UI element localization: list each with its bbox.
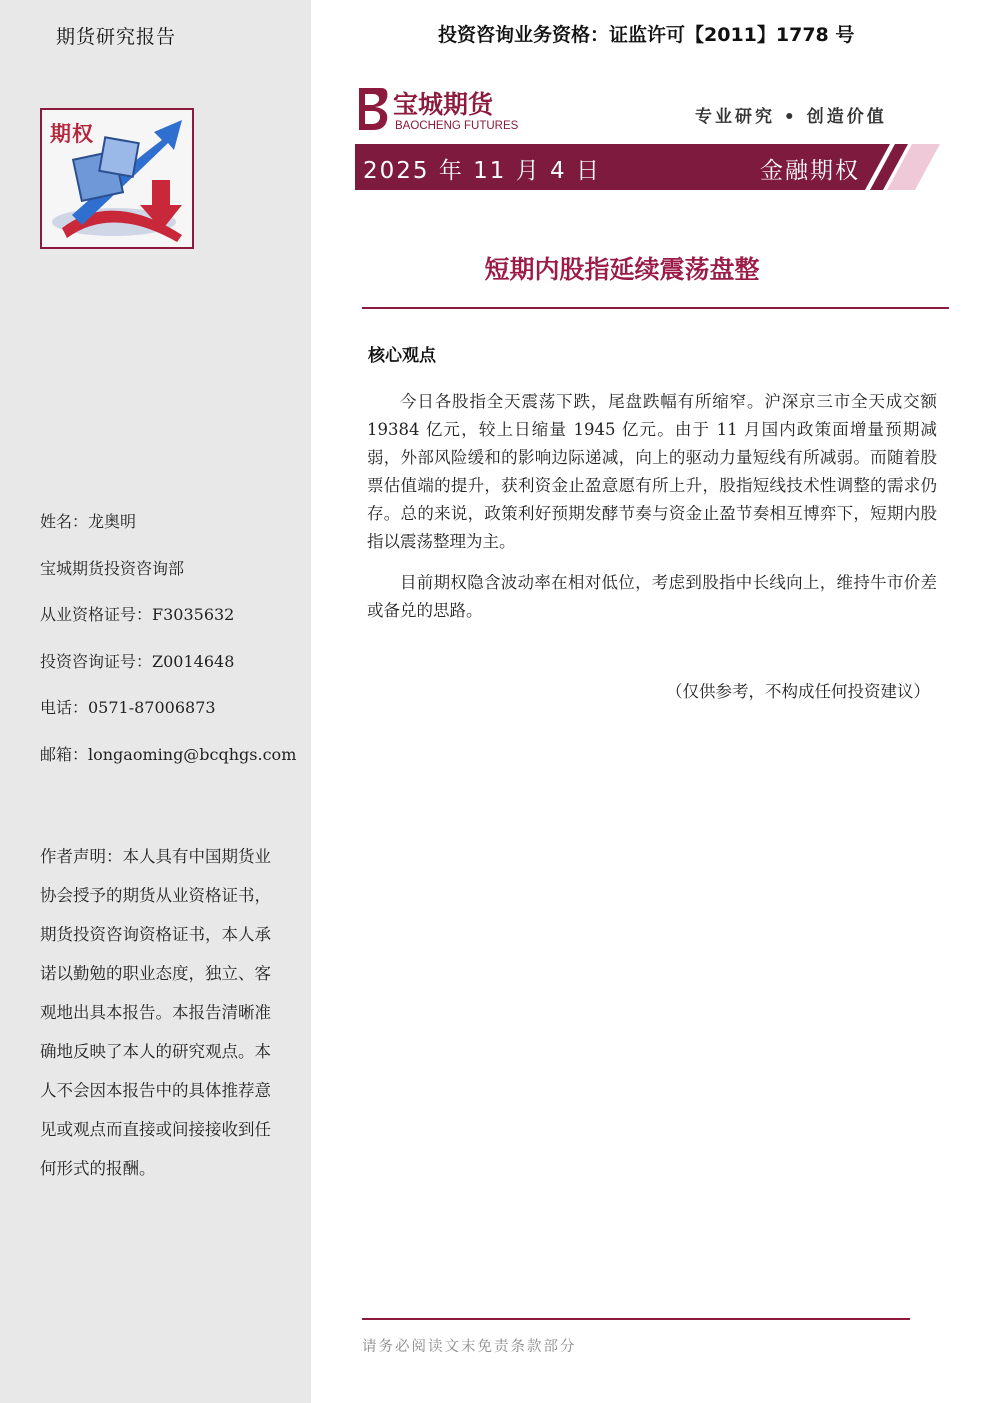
logo-mark-icon (355, 84, 525, 134)
report-body (367, 388, 937, 625)
section-heading: 核心观点 (368, 346, 436, 366)
body-paragraph-2: 目前期权隐含波动率在相对低位，考虑到股指中长线向上，维持牛市价差或备兑的思路。 (367, 573, 937, 620)
license-text: 投资咨询业务资格：证监许可【2011】1778 号 (438, 24, 855, 46)
title-divider (362, 307, 949, 309)
body-paragraph-1: 今日各股指全天震荡下跌，尾盘跌幅有所缩窄。沪深京三市全天成交额 19384 亿元，较上日缩量 1945 亿元。由于 11 月国内政策面增量预期减弱，外部风险缓和的影响边际递减，向上的驱动力量短线有所减弱。而随着股票估值端的提升，获利资金止盈意愿有所上升，股指短线技术性调整的需求仍存。总的来说，政策利好预期发酵节奏与资金止盈节奏相互博弈下，短期内股指以震荡整理为主。 (367, 392, 937, 551)
slogan: 专业研究 • 创造价值 (695, 107, 887, 127)
consult-certificate: 投资咨询证号：Z0014648 (40, 651, 235, 671)
author-name: 姓名：龙奥明 (40, 512, 137, 531)
report-category: 金融期权 (760, 158, 860, 184)
sidebar (0, 0, 311, 1403)
qualification-number: 从业资格证号：F3035632 (40, 605, 235, 625)
company-logo (355, 84, 525, 134)
author-phone: 电话：0571-87006873 (40, 698, 216, 718)
report-title: 短期内股指延续震荡盘整 (484, 255, 760, 284)
cover-title: 期权 (50, 122, 94, 146)
author-department: 宝城期货投资咨询部 (40, 558, 185, 578)
cover-image (40, 108, 194, 249)
disclaimer: （仅供参考，不构成任何投资建议） (666, 682, 930, 701)
author-contact (40, 508, 296, 788)
author-email: 邮箱：longaoming@bcqhgs.com (40, 744, 297, 764)
logo-english: BAOCHENG FUTURES (395, 120, 519, 132)
date-banner (355, 144, 940, 190)
report-type-label: 期货研究报告 (56, 26, 177, 48)
report-date: 2025 年 11 月 4 日 (363, 158, 601, 184)
logo-chinese: 宝城期货 (393, 90, 494, 119)
footer-note: 请务必阅读文末免责条款部分 (362, 1339, 577, 1355)
author-statement: 作者声明：本人具有中国期货业协会授予的期货从业资格证书，期货投资咨询资格证书，本人承诺以勤勉的职业态度，独立、客观地出具本报告。本报告清晰准确地反映了本人的研究观点。本人不会因本报告中的具体推荐意见或观点而直接或间接接收到任何形式的报酬。 (40, 847, 271, 1178)
footer-divider (362, 1318, 910, 1320)
